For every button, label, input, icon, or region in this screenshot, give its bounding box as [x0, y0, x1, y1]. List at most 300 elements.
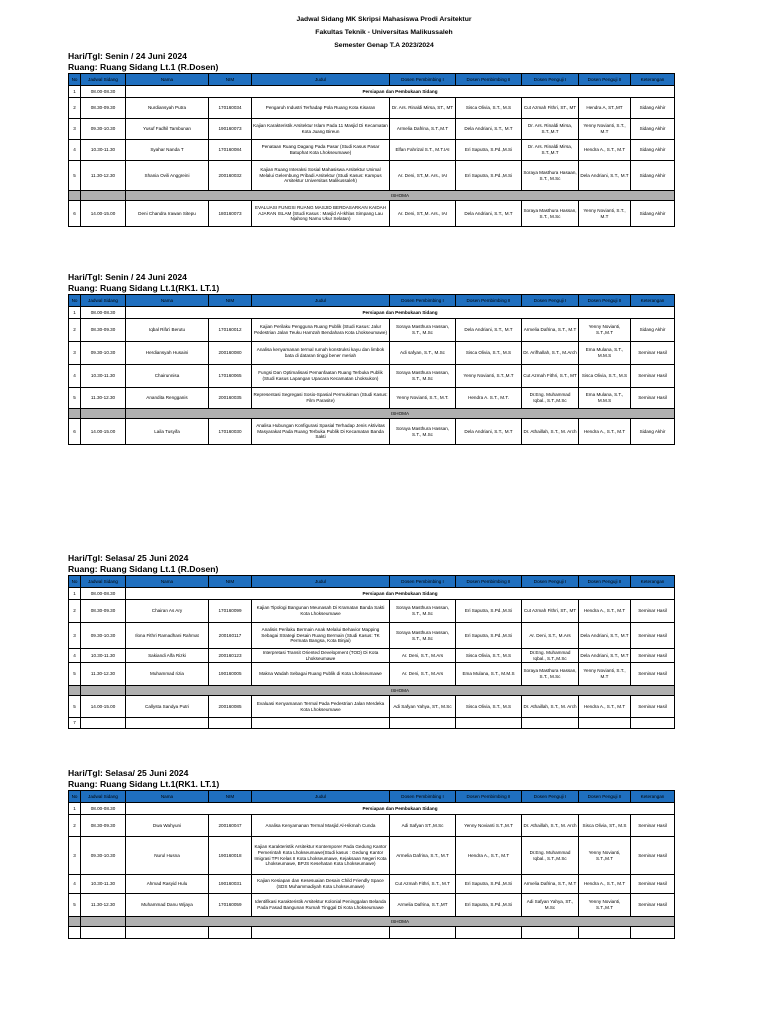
column-header: No — [69, 74, 81, 86]
examiner-2: Sisca Olivia, ST., M.S — [579, 815, 631, 837]
column-header: Judul — [252, 295, 390, 307]
table-row — [69, 119, 675, 140]
row-number: 4 — [69, 140, 81, 161]
student-nim: 170160030 — [209, 419, 252, 445]
supervisor-1 — [390, 718, 456, 729]
row-number: 3 — [69, 623, 81, 649]
column-header: Dosen Penguji II — [579, 295, 631, 307]
session-time: 14.00-15.00 — [81, 419, 126, 445]
examiner-1: Soraya Masthura Hassan, S.T., M.Sc — [522, 663, 579, 686]
student-nim: 170160012 — [209, 319, 252, 342]
remarks: Sidang Akhir — [631, 140, 675, 161]
column-header: Dosen Penguji II — [579, 791, 631, 803]
column-header: Jadwal Sidang — [81, 295, 126, 307]
examiner-1: Dr. Athaillah, S.T., M. Arch — [522, 419, 579, 445]
column-header: Dosen Penguji II — [579, 576, 631, 588]
row-number: 5 — [69, 894, 81, 917]
session-time: 08.00-08.30 — [81, 803, 126, 815]
session-time: 10.30-11.30 — [81, 875, 126, 894]
supervisor-1: Adi Safyan ST.,M.Sc — [390, 815, 456, 837]
column-header: Dosen Penguji I — [522, 791, 579, 803]
session-time: 08.00-08.30 — [81, 86, 126, 98]
session-time: 14.00-15.00 — [81, 201, 126, 227]
column-header: Jadwal Sidang — [81, 576, 126, 588]
table-row — [69, 686, 675, 696]
student-nim — [209, 718, 252, 729]
supervisor-1: Yenny Novianti, S.T., M.T. — [390, 388, 456, 409]
student-name: Muhammad Danu Wijaya — [126, 894, 209, 917]
remarks: Seminar Hasil — [631, 696, 675, 718]
column-header: Dosen Penguji I — [522, 74, 579, 86]
examiner-1: Armelia Dafrina, S.T., M.T — [522, 319, 579, 342]
table-header-row — [69, 295, 675, 307]
remarks: Sidang Akhir — [631, 319, 675, 342]
student-nim: 200160080 — [209, 342, 252, 365]
examiner-2: Hendra A., S.T., M.T — [579, 600, 631, 623]
row-number: 2 — [69, 815, 81, 837]
table-row — [69, 388, 675, 409]
table-row — [69, 161, 675, 191]
day-date-label: Hari/Tgl: Senin / 24 Juni 2024 — [68, 51, 187, 61]
remarks: Seminar Hasil — [631, 815, 675, 837]
remarks: Seminar Hasil — [631, 837, 675, 875]
examiner-2: Yenny Novianti, S.T.,M.T — [579, 894, 631, 917]
column-header: NIM — [209, 576, 252, 588]
schedule-table — [68, 575, 675, 729]
column-header: No — [69, 576, 81, 588]
row-number: 1 — [69, 86, 81, 98]
row-number: 1 — [69, 307, 81, 319]
thesis-title: Kajian Karakteristik Arsitektur Islam Pada 11 Masjid Di Kecamatan Kota Juang Bireun — [252, 119, 390, 140]
student-name — [126, 718, 209, 729]
examiner-1: Dr.Eng. Muhammad Iqbal., S.T.,M.Sc — [522, 649, 579, 663]
session-time: 11.30-12.30 — [81, 388, 126, 409]
examiner-2: Yenny Novianti, S.T.,M.T — [579, 319, 631, 342]
examiner-2: Ema Mulana, S.T., M.M.S — [579, 342, 631, 365]
examiner-1: Armelia Dafrina, S.T., M.T — [522, 875, 579, 894]
student-nim: 200160123 — [209, 649, 252, 663]
supervisor-2 — [456, 927, 522, 939]
supervisor-1: Soraya Masthura Hassan, S.T., M.Sc — [390, 419, 456, 445]
session-time: 11.30-12.30 — [81, 663, 126, 686]
examiner-2: Hendra A, ST.,MT — [579, 98, 631, 119]
session-time: 08.30-09.30 — [81, 600, 126, 623]
student-nim: 170160065 — [209, 365, 252, 388]
column-header: Nama — [126, 295, 209, 307]
supervisor-2: Sisca Olivia, S.T., M.S — [456, 696, 522, 718]
table-row — [69, 191, 675, 201]
examiner-1: Cut Azmah Fithri, ST., MT — [522, 600, 579, 623]
session-time — [81, 409, 126, 419]
row-number: 5 — [69, 696, 81, 718]
column-header: Nama — [126, 576, 209, 588]
student-name — [126, 927, 209, 939]
examiner-1: Adi Safyan Yahya, ST., M.Sc — [522, 894, 579, 917]
supervisor-2: Ema Mulana, S.T., M.M.S — [456, 663, 522, 686]
thesis-title: EVALUASI FUNGSI RUANG MASJID BERDASARKAN KAIDAH AJARAN ISLAM (Studi Kasus : Masjid Al-Ikhlas Simpang Lau Njahong Namu Ukur Selatan) — [252, 201, 390, 227]
room-label: Ruang: Ruang Sidang Lt.1 (R.Dosen) — [68, 61, 219, 72]
table-header-row — [69, 576, 675, 588]
supervisor-1: Cut Azmah Fithri, S.T., M.T — [390, 875, 456, 894]
examiner-1: Dr.Eng. Muhammad Iqbal., S.T.,M.Sc — [522, 388, 579, 409]
break-label: ISHOMA — [126, 191, 675, 201]
row-number: 3 — [69, 837, 81, 875]
table-row — [69, 600, 675, 623]
column-header: Keterangan — [631, 295, 675, 307]
supervisor-2 — [456, 718, 522, 729]
thesis-title: Analisa Hubungan Konfigurasi Spasial Terhadap Jenis Aktivitas Masyarakat Pada Ruang Terbuka Publik Di Kecamatan Banda Sakti — [252, 419, 390, 445]
schedule-section-senin-rk1 — [68, 272, 674, 445]
row-number: 2 — [69, 600, 81, 623]
remarks: Seminar Hasil — [631, 663, 675, 686]
examiner-2: Yenny Novianti, S.T., M.T — [579, 663, 631, 686]
student-name: Muhammad rizia — [126, 663, 209, 686]
schedule-table — [68, 73, 675, 227]
supervisor-1: Elfan Fahrizal S.T., M.T.IAI — [390, 140, 456, 161]
supervisor-2: Eri Saputra, S.Pd.,M.Si — [456, 623, 522, 649]
table-row — [69, 419, 675, 445]
examiner-1: Soraya Masthura Hasaan, S.T., M.Sc — [522, 161, 579, 191]
supervisor-1: Soraya Masthura Hassan, S.T., M.Sc — [390, 319, 456, 342]
supervisor-1: Soraya Masthura Hassan, S.T., M.Sc — [390, 600, 456, 623]
supervisor-2: Eri Saputra, S.Pd.,M.Si — [456, 894, 522, 917]
student-nim: 180160073 — [209, 201, 252, 227]
session-time: 09.30-10.30 — [81, 837, 126, 875]
thesis-title — [252, 718, 390, 729]
column-header: Dosen Pembimbing I — [390, 295, 456, 307]
student-name: Chairan As Ary — [126, 600, 209, 623]
table-row — [69, 588, 675, 600]
table-row — [69, 663, 675, 686]
row-number: 5 — [69, 161, 81, 191]
remarks — [631, 718, 675, 729]
supervisor-2: Yenny Novianti, S.T.,M.T — [456, 365, 522, 388]
thesis-title: Identifikasi Karakteristik Arsitektur Kolonial Peninggalan Belanda Pada Fasad Bangunan Rumah Tinggal Di Kota Lhokseumawe — [252, 894, 390, 917]
thesis-title: Pengaruh Industri Terhadap Pola Ruang Kota Kisaran — [252, 98, 390, 119]
session-opening-label: Persiapan dan Pembukaan Sidang — [126, 307, 675, 319]
examiner-2 — [579, 718, 631, 729]
session-time: 09.30-10.30 — [81, 623, 126, 649]
column-header: Dosen Pembimbing II — [456, 74, 522, 86]
column-header: NIM — [209, 74, 252, 86]
remarks: Sidang Akhir — [631, 201, 675, 227]
column-header: Jadwal Sidang — [81, 791, 126, 803]
session-opening-label: Persiapan dan Pembukaan Sidang — [126, 86, 675, 98]
student-nim: 200160032 — [209, 161, 252, 191]
table-row — [69, 201, 675, 227]
session-time: 11.30-12.30 — [81, 894, 126, 917]
examiner-2: Sisca Olivia, S.T., M.S — [579, 365, 631, 388]
session-time — [81, 686, 126, 696]
column-header: Nama — [126, 791, 209, 803]
thesis-title: Evaluasi Kenyamanan Termal Pada Pedestrian Jalan Merdeka Kota Lhokseumawe — [252, 696, 390, 718]
thesis-title: Penataan Ruang Dagang Pada Pasar (Studi Kasus Pasar Batuphat Kota Lhokseumawe) — [252, 140, 390, 161]
supervisor-2: Hendra A. S.T., M.T. — [456, 388, 522, 409]
table-row — [69, 86, 675, 98]
remarks: Seminar Hasil — [631, 365, 675, 388]
student-nim: 170160034 — [209, 98, 252, 119]
row-number: 7 — [69, 718, 81, 729]
column-header: Keterangan — [631, 791, 675, 803]
table-header-row — [69, 74, 675, 86]
examiner-2: Hendra A., S.T., M.T — [579, 419, 631, 445]
thesis-title: Analisis Perilaku Bermain Anak Melalui Behavior Mapping Sebagai Strategi Desain Ruang Bermain (Studi Kasus: TK Permata Bangsa, Kota Binjai) — [252, 623, 390, 649]
column-header: Dosen Penguji I — [522, 576, 579, 588]
row-number: 1 — [69, 588, 81, 600]
supervisor-1: Ar. Deni, ST.,M. Ars., IAI — [390, 201, 456, 227]
column-header: Dosen Pembimbing II — [456, 576, 522, 588]
column-header: Dosen Penguji II — [579, 74, 631, 86]
student-name: Dwa Wahyuni — [126, 815, 209, 837]
table-header-row — [69, 791, 675, 803]
student-name: Syahar Nanda T — [126, 140, 209, 161]
supervisor-1: Armelia Dafrina, S.T.,MT — [390, 894, 456, 917]
supervisor-2: Dela Andriani, S.T., M.T — [456, 419, 522, 445]
examiner-2: Yenny Novianti, S.T.,M.T — [579, 837, 631, 875]
session-time — [81, 718, 126, 729]
supervisor-2: Sisca Olivia, S.T., M.S — [456, 342, 522, 365]
student-nim: 170160059 — [209, 894, 252, 917]
break-label: ISHOMA — [126, 409, 675, 419]
supervisor-2: Eri Saputra, S.Pd.,M.Si — [456, 875, 522, 894]
student-nim: 190160005 — [209, 663, 252, 686]
remarks: Seminar Hasil — [631, 342, 675, 365]
table-row — [69, 307, 675, 319]
column-header: Keterangan — [631, 74, 675, 86]
column-header: Dosen Pembimbing II — [456, 791, 522, 803]
table-row — [69, 365, 675, 388]
thesis-title: Kajian Kesiapan dan Kesesuaian Desain Child Friendly Space (SDS Muhammadiyah Kota Lhokseumawe) — [252, 875, 390, 894]
column-header: Dosen Penguji I — [522, 295, 579, 307]
student-name: Chairunnisa — [126, 365, 209, 388]
schedule-table — [68, 790, 675, 939]
student-name: Nurul Husna — [126, 837, 209, 875]
session-time: 08.00-08.30 — [81, 588, 126, 600]
remarks: Seminar Hasil — [631, 894, 675, 917]
thesis-title: Kajian Tipologi Bangunan Meunasah Di Kramatan Banda Sakti Kota Lhokseumawe — [252, 600, 390, 623]
supervisor-1: Ar. Deni, S.T., M.Ars — [390, 649, 456, 663]
day-date-label: Hari/Tgl: Senin / 24 Juni 2024 — [68, 272, 187, 282]
supervisor-1: Armelia Dafrina, S.T.,M.T — [390, 119, 456, 140]
student-name: Laila Tusyifa — [126, 419, 209, 445]
supervisor-2: Eri Saputra, S.Pd.,M.Si — [456, 161, 522, 191]
student-nim: 170160099 — [209, 600, 252, 623]
session-time — [81, 917, 126, 927]
room-label: Ruang: Ruang Sidang Lt.1 (R.Dosen) — [68, 563, 219, 574]
thesis-title: Representasi Segregasi Sosio-Spasial Permukiman (Studi Kasus: Film Parasite) — [252, 388, 390, 409]
supervisor-2: Dela Andriani, S.T., M.T — [456, 119, 522, 140]
student-nim: 200160085 — [209, 696, 252, 718]
student-nim: 200160047 — [209, 815, 252, 837]
column-header: Dosen Pembimbing I — [390, 74, 456, 86]
row-number — [69, 409, 81, 419]
column-header: Judul — [252, 74, 390, 86]
examiner-1: Soraya Masthura Hassan, S.T., M.Sc — [522, 201, 579, 227]
row-number: 3 — [69, 342, 81, 365]
row-number: 3 — [69, 119, 81, 140]
student-name: Iqbal Rifa'i Berutu — [126, 319, 209, 342]
row-number: 2 — [69, 319, 81, 342]
remarks: Seminar Hasil — [631, 623, 675, 649]
remarks: Seminar Hasil — [631, 875, 675, 894]
session-time: 08.30-09.30 — [81, 319, 126, 342]
table-row — [69, 718, 675, 729]
examiner-1: Cut Azmah Fithri, ST., MT — [522, 98, 579, 119]
student-nim: 190160031 — [209, 875, 252, 894]
student-name: Ilona Fithri Ramadhani Rahmat — [126, 623, 209, 649]
session-time: 10.30-11.30 — [81, 140, 126, 161]
thesis-title: Interpretasi Transit Oriented Development (TOD) Di Kota Lhokseumawe — [252, 649, 390, 663]
examiner-1: Dr. Arifhallah, S.T., M.Arch — [522, 342, 579, 365]
remarks — [631, 927, 675, 939]
session-time: 09.30-10.30 — [81, 342, 126, 365]
table-row — [69, 319, 675, 342]
supervisor-2: Yenny Novianti S.T.,M.T — [456, 815, 522, 837]
remarks: Seminar Hasil — [631, 388, 675, 409]
supervisor-1: Adi safyan, S.T., M.Sc — [390, 342, 456, 365]
examiner-2: Dela Andriani, S.T., M.T — [579, 649, 631, 663]
session-time: 11.30-12.30 — [81, 161, 126, 191]
row-number: 4 — [69, 875, 81, 894]
column-header: Keterangan — [631, 576, 675, 588]
session-time: 10.30-11.30 — [81, 649, 126, 663]
room-label: Ruang: Ruang Sidang Lt.1(RK1. LT.1) — [68, 778, 220, 789]
supervisor-1: Ar. Deni, ST.,M. Ars., IAI — [390, 161, 456, 191]
table-row — [69, 342, 675, 365]
remarks: Seminar Hasil — [631, 649, 675, 663]
supervisor-2: Dela Andriani, S.T., M.T — [456, 201, 522, 227]
schedule-section-selasa-rdosen — [68, 553, 674, 729]
document-header — [0, 13, 768, 52]
session-time — [81, 191, 126, 201]
thesis-title: Kajian Perilaku Pengguna Ruang Publik (Studi Kasus: Jalur Pedestrian Jalan Teuku Hamzah Bendahara Kota Lhokseumawe) — [252, 319, 390, 342]
row-number: 2 — [69, 98, 81, 119]
supervisor-1: Soraya Masthura Hassan, S.T., M.Sc — [390, 623, 456, 649]
table-row — [69, 917, 675, 927]
table-row — [69, 409, 675, 419]
session-time: 08.00-08.30 — [81, 307, 126, 319]
session-time: 08.30-09.30 — [81, 815, 126, 837]
row-number: 6 — [69, 419, 81, 445]
supervisor-1: Ar. Deni, S.T., M.Ars — [390, 663, 456, 686]
thesis-title: Analisa Kenyamanan Termal Masjid Al-Hikmah Cunda — [252, 815, 390, 837]
table-row — [69, 696, 675, 718]
remarks: Sidang Akhir — [631, 119, 675, 140]
examiner-1: Ar. Deni, S.T., M.Ars — [522, 623, 579, 649]
examiner-1: Dr. Ars. Rinaldi Mirsa, S.T.,M.T — [522, 140, 579, 161]
table-row — [69, 927, 675, 939]
supervisor-1: Adi Safyan Yahya, ST., M.Sc — [390, 696, 456, 718]
student-nim: 200160117 — [209, 623, 252, 649]
supervisor-1: Dr. Ars. Rinaldi Mirsa, ST., MT — [390, 98, 456, 119]
table-row — [69, 837, 675, 875]
student-name: Ahmad Rasyid Hulu — [126, 875, 209, 894]
thesis-title: Fungsi Dan Optimalisasi Pemanfaatan Ruang Terbuka Publik (Studi Kasus Lapangan Upacara Kecamatan Lhoksukon) — [252, 365, 390, 388]
thesis-title: Kajian Ruang Interaksi Sosial Mahasiswa Arsitektur Unimal Melalui Gelembung Pribadi Arsitektur (Studi Kasus: Kampus Arsitektur Universitas Malikussaleh) — [252, 161, 390, 191]
row-number — [69, 917, 81, 927]
header-title: Jadwal Sidang MK Skripsi Mahasiswa Prodi Arsitektur — [296, 16, 472, 23]
examiner-2: Ema Mulana, S.T., M.M.S — [579, 388, 631, 409]
student-name: Yusuf Fadhil Tambunan — [126, 119, 209, 140]
table-row — [69, 623, 675, 649]
break-label: ISHOMA — [126, 917, 675, 927]
table-row — [69, 894, 675, 917]
examiner-2: Yenny Novianti, S.T., M.T — [579, 201, 631, 227]
session-time: 09.30-10.30 — [81, 119, 126, 140]
row-number — [69, 686, 81, 696]
table-row — [69, 98, 675, 119]
student-name: Nurdiansyah Putra — [126, 98, 209, 119]
row-number — [69, 191, 81, 201]
row-number: 4 — [69, 649, 81, 663]
student-nim: 190160018 — [209, 837, 252, 875]
column-header: No — [69, 295, 81, 307]
supervisor-2: Eri Saputra, S.Pd.,M.Si — [456, 140, 522, 161]
supervisor-1: Armelia Dafrina, S.T., M.T — [390, 837, 456, 875]
examiner-1: Dr. Athaillah, S.T., M. Arch — [522, 815, 579, 837]
schedule-table — [68, 294, 675, 445]
column-header: Dosen Pembimbing II — [456, 295, 522, 307]
remarks: Sidang Akhir — [631, 98, 675, 119]
table-row — [69, 875, 675, 894]
header-semester: Semester Genap T.A 2023/2024 — [334, 42, 434, 49]
column-header: Jadwal Sidang — [81, 74, 126, 86]
column-header: NIM — [209, 295, 252, 307]
student-nim: 190160073 — [209, 119, 252, 140]
table-row — [69, 815, 675, 837]
student-name: Sakiandi Alfa Rizki — [126, 649, 209, 663]
supervisor-2: Sisca Olivia, S.T., M.S — [456, 98, 522, 119]
row-number — [69, 927, 81, 939]
break-label: ISHOMA — [126, 686, 675, 696]
remarks: Sidang Akhir — [631, 161, 675, 191]
student-nim — [209, 927, 252, 939]
examiner-1: Dr. Ars. Rinaldi Mirsa, S.T.,M.T — [522, 119, 579, 140]
row-number: 5 — [69, 388, 81, 409]
session-time: 10.30-11.30 — [81, 365, 126, 388]
remarks: Sidang Akhir — [631, 419, 675, 445]
column-header: Dosen Pembimbing I — [390, 791, 456, 803]
supervisor-1 — [390, 927, 456, 939]
examiner-2: Dela Andriani, S.T., M.T — [579, 623, 631, 649]
examiner-2: Hendra A., S.T., M.T — [579, 696, 631, 718]
examiner-1: Dr. Athaillah, S.T., M. Arch — [522, 696, 579, 718]
student-name: Deni Chandra Irawan Sitepu — [126, 201, 209, 227]
student-nim: 170160084 — [209, 140, 252, 161]
session-time: 14.00-15.00 — [81, 696, 126, 718]
thesis-title: Makna Wadah Sebagai Ruang Publik di Kota Lhokseumawe — [252, 663, 390, 686]
session-time: 08.30-09.30 — [81, 98, 126, 119]
row-number: 4 — [69, 365, 81, 388]
header-faculty: Fakultas Teknik - Universitas Malikussaleh — [315, 29, 453, 36]
examiner-2: Yenny Novianti, S.T., M.T — [579, 119, 631, 140]
column-header: NIM — [209, 791, 252, 803]
examiner-2 — [579, 927, 631, 939]
row-number: 5 — [69, 663, 81, 686]
column-header: No — [69, 791, 81, 803]
student-nim: 200160035 — [209, 388, 252, 409]
column-header: Judul — [252, 791, 390, 803]
day-date-label: Hari/Tgl: Selasa/ 25 Juni 2024 — [68, 553, 189, 563]
examiner-2: Hendra A., S.T., M.T — [579, 875, 631, 894]
row-number: 1 — [69, 803, 81, 815]
thesis-title: Analisa kenyamanan termal rumah konstruksi kayu dan limbok bata di dataran tinggi bener meriah — [252, 342, 390, 365]
remarks: Seminar Hasil — [631, 600, 675, 623]
column-header: Dosen Pembimbing I — [390, 576, 456, 588]
student-name: Herdiansyah Husaini — [126, 342, 209, 365]
supervisor-2: Dela Andriani, S.T., M.T — [456, 319, 522, 342]
session-opening-label: Persiapan dan Pembukaan Sidang — [126, 803, 675, 815]
